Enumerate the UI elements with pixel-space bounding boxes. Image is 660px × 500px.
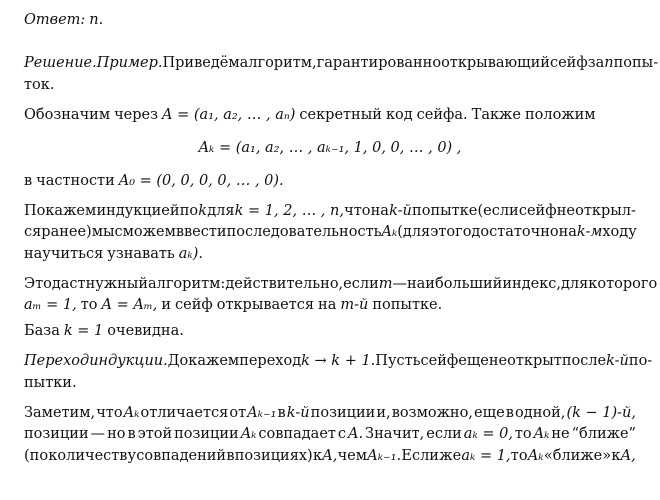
math-token: k → k + 1.: [301, 353, 376, 369]
word: не: [556, 203, 575, 219]
word: достаточно: [471, 224, 559, 240]
math-token: A.: [347, 426, 364, 442]
word: чем: [337, 448, 368, 464]
math-token: Переход: [24, 353, 90, 369]
word: мы: [91, 224, 115, 240]
word: —: [392, 276, 407, 292]
word: сейф: [518, 203, 557, 219]
word: Значит,: [365, 426, 425, 442]
word: открывается: [216, 297, 315, 313]
word: открывающий: [441, 55, 550, 71]
word: сейф: [420, 353, 459, 369]
word: алгоритм:: [147, 276, 226, 292]
word: (для: [397, 224, 431, 240]
math-token: Решение.: [24, 55, 97, 71]
formula-ak: [0, 137, 660, 159]
word: к: [312, 448, 322, 464]
word: если: [343, 276, 379, 292]
word: «ближе»: [543, 448, 612, 464]
word: от: [229, 405, 247, 421]
word: —: [90, 426, 106, 442]
word: действительно,: [225, 276, 344, 292]
word: код: [385, 107, 413, 123]
word: в: [226, 448, 235, 464]
math-token: A,: [322, 448, 338, 464]
math-token: k-й: [286, 405, 310, 421]
word: после: [561, 353, 607, 369]
word: позициях): [234, 448, 313, 464]
math-token: k = 1, 2, … , n,: [234, 203, 344, 219]
solution-line-2: [24, 74, 636, 96]
word: попытке.: [372, 297, 443, 313]
math-token: aₖ = 1,: [461, 448, 511, 464]
math-token: aₖ).: [178, 246, 203, 262]
word: научиться: [24, 246, 104, 262]
word: Докажем: [167, 353, 240, 369]
word: попытке: [412, 203, 478, 219]
word: нужный: [85, 276, 148, 292]
word: отличается: [140, 405, 229, 421]
word: которого: [588, 276, 658, 292]
word: открыт: [507, 353, 562, 369]
math-token: k-й: [606, 353, 629, 369]
word: открыл-: [575, 203, 636, 219]
word: совпадений: [136, 448, 227, 464]
induction-line-3: [24, 243, 636, 265]
word: по-: [628, 353, 653, 369]
math-token: Aₖ: [527, 448, 544, 464]
word: позиции: [310, 405, 376, 421]
math-token: Aₖ = (a₁, a₂, … , aₖ₋₁, 1, 0, 0, … , 0) ,: [198, 140, 462, 156]
word: Если: [401, 448, 439, 464]
math-token: aₘ = 1,: [24, 297, 77, 313]
word: по: [179, 203, 199, 219]
word: позиции: [174, 426, 239, 442]
base-line: [24, 320, 636, 342]
word: очевидна.: [107, 323, 184, 339]
math-token: Aₖ: [533, 426, 550, 442]
math-token: Пример.: [96, 55, 163, 71]
word: и,: [376, 405, 391, 421]
math-token: Aₖ: [240, 426, 257, 442]
word: что: [96, 405, 123, 421]
particular-line: [24, 170, 636, 192]
word: ходу: [602, 224, 637, 240]
word: с: [337, 426, 347, 442]
word: Приведём: [162, 55, 240, 71]
word: этого: [430, 224, 472, 240]
word: еще: [458, 353, 489, 369]
math-token: A = (a₁, a₂, … , aₙ): [162, 107, 296, 123]
algorithm-line-1: [24, 273, 658, 295]
algorithm-line-2: [24, 294, 636, 316]
math-token: k-м: [576, 224, 603, 240]
word: на: [370, 203, 389, 219]
word: попы-: [613, 55, 659, 71]
word: сможем: [114, 224, 176, 240]
math-token: Ответ:: [24, 12, 86, 28]
math-token: Aₖ: [123, 405, 140, 421]
math-token: k-й: [389, 203, 412, 219]
word: в: [277, 405, 286, 421]
induction-line-1: [24, 200, 636, 222]
word: Пусть: [375, 353, 421, 369]
word: Покажем: [24, 203, 97, 219]
word: База: [24, 323, 60, 339]
math-token: Aₖ₋₁.: [367, 448, 402, 464]
math-token: k: [198, 203, 208, 219]
word: индекс,: [502, 276, 561, 292]
word: за: [587, 55, 605, 71]
word: этой: [137, 426, 173, 442]
math-token: m: [378, 276, 393, 292]
math-token: A,: [620, 448, 636, 464]
word: даст: [51, 276, 86, 292]
word: через: [114, 107, 159, 123]
math-token: (k − 1)-й,: [566, 405, 636, 421]
word: Обозначим: [24, 107, 111, 123]
math-token: n: [604, 55, 614, 71]
word: сейфа.: [416, 107, 468, 123]
solution-line-1: [24, 52, 659, 74]
word: то: [514, 426, 532, 442]
word: переход: [239, 353, 302, 369]
note-line-1: [24, 402, 636, 424]
word: Также: [471, 107, 521, 123]
word: возможно,: [391, 405, 473, 421]
note-line-2: [24, 423, 636, 445]
word: ранее): [41, 224, 92, 240]
word: сейф: [549, 55, 588, 71]
word: ся: [24, 224, 42, 240]
math-token: aₖ = 0,: [463, 426, 513, 442]
word: пытки.: [24, 375, 77, 391]
math-token: Aₖ₋₁: [247, 405, 277, 421]
notation-line: [24, 104, 636, 126]
word: узнавать: [107, 246, 175, 262]
word: Заметим,: [24, 405, 96, 421]
word: положим: [524, 107, 596, 123]
word: позиции: [24, 426, 89, 442]
word: в: [127, 426, 136, 442]
word: но: [107, 426, 126, 442]
word: частности: [36, 173, 115, 189]
word: к: [611, 448, 621, 464]
word: индукцией: [96, 203, 180, 219]
word: сейф: [175, 297, 213, 313]
word: для: [561, 276, 589, 292]
step-line-1: [24, 350, 653, 372]
word: последовательность: [226, 224, 382, 240]
word: если: [426, 426, 462, 442]
math-token: A = Aₘ,: [101, 297, 158, 313]
word: гарантированно: [316, 55, 442, 71]
word: Это: [24, 276, 52, 292]
word: что: [344, 203, 371, 219]
math-token: Aₖ: [381, 224, 398, 240]
word: на: [558, 224, 577, 240]
note-line-3: [24, 445, 636, 467]
math-token: m-й: [340, 297, 369, 313]
word: количеству: [48, 448, 136, 464]
math-token: индукции.: [89, 353, 168, 369]
word: на: [318, 297, 337, 313]
math-token: n.: [89, 12, 104, 28]
word: ток.: [24, 77, 55, 93]
step-line-2: [24, 372, 636, 394]
word: (если: [477, 203, 519, 219]
word: же: [439, 448, 462, 464]
word: то: [510, 448, 528, 464]
word: в: [24, 173, 33, 189]
math-token: k = 1: [63, 323, 104, 339]
word: и: [161, 297, 171, 313]
word: секретный: [299, 107, 382, 123]
answer-line: [24, 9, 636, 31]
word: (по: [24, 448, 49, 464]
word: в: [505, 405, 514, 421]
induction-line-2: [24, 221, 636, 243]
word: “ближе”: [571, 426, 636, 442]
word: не: [551, 426, 570, 442]
math-token: A₀ = (0, 0, 0, 0, … , 0).: [118, 173, 284, 189]
word: алгоритм,: [239, 55, 317, 71]
word: совпадает: [258, 426, 336, 442]
word: ввести: [175, 224, 227, 240]
word: одной,: [515, 405, 566, 421]
word: не: [488, 353, 508, 369]
word: наибольший: [407, 276, 503, 292]
word: еще: [474, 405, 505, 421]
word: для: [207, 203, 235, 219]
word: то: [80, 297, 98, 313]
